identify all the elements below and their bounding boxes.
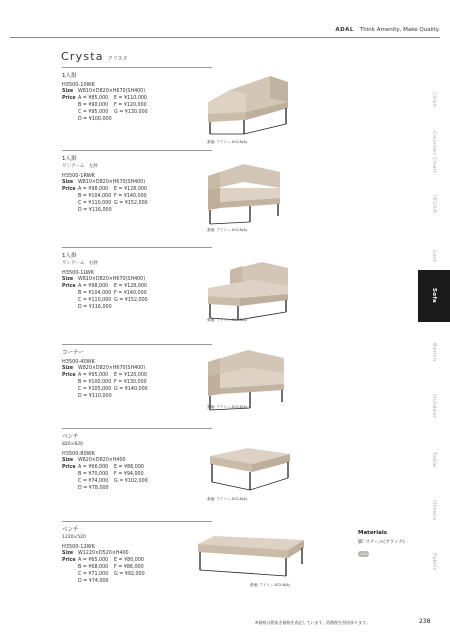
product-block bbox=[62, 344, 222, 401]
product-code: H3500-10WK bbox=[62, 82, 95, 88]
size-label: Size bbox=[62, 458, 74, 463]
series-name: Crysta bbox=[61, 50, 104, 63]
price-cell: B = ¥90,000 bbox=[78, 102, 109, 108]
product-block bbox=[62, 247, 222, 312]
sidebar-item-label: Bench bbox=[431, 342, 437, 362]
bench-square-photo bbox=[200, 438, 310, 498]
sidebar-item-label: Lost bbox=[431, 249, 437, 263]
price-cell: D = ¥116,000 bbox=[78, 304, 112, 310]
price-cell: D = ¥78,000 bbox=[78, 485, 109, 491]
sidebar-item-chair[interactable] bbox=[418, 70, 450, 130]
size-label: Size bbox=[62, 89, 74, 94]
price-label: Price bbox=[62, 95, 76, 101]
size-value: W1220×D520×H400 bbox=[78, 551, 129, 556]
section-divider bbox=[62, 521, 212, 522]
fabric-caption: 張地: アイコン-ICO-6(A) bbox=[207, 228, 248, 232]
sofa-one-arm-right-photo bbox=[200, 256, 310, 326]
brand-tagline: Think Amenity, Make Quality. bbox=[359, 27, 440, 33]
price-cell: G = ¥92,000 bbox=[114, 571, 145, 577]
price-cell: A = ¥85,000 bbox=[78, 95, 109, 101]
price-label: Price bbox=[62, 186, 76, 192]
product-block bbox=[62, 67, 222, 124]
sidebar-item-label: Table bbox=[431, 452, 437, 468]
size-row bbox=[62, 366, 222, 373]
price-cell: G = ¥102,000 bbox=[114, 478, 148, 484]
section-divider bbox=[62, 247, 212, 248]
sofa-single-photo bbox=[200, 68, 310, 138]
sidebar-item-isusa[interactable] bbox=[418, 174, 450, 234]
product-subtype: 1220×520 bbox=[62, 535, 86, 540]
price-table bbox=[62, 465, 222, 493]
material-swatch bbox=[358, 551, 369, 557]
bench-long-photo bbox=[192, 530, 312, 585]
size-value: W810×D820×H670(SH400) bbox=[78, 89, 146, 94]
size-row bbox=[62, 89, 222, 96]
fabric-caption: 張地: アイコン-ICO-6(A) bbox=[207, 318, 248, 322]
size-value: W820×D820×H400 bbox=[78, 458, 126, 463]
size-row bbox=[62, 277, 222, 284]
price-cell: C = ¥95,000 bbox=[78, 109, 109, 115]
section-divider bbox=[62, 344, 212, 345]
sidebar-item-label: Counter Chair bbox=[431, 130, 437, 174]
price-cell: A = ¥98,000 bbox=[78, 186, 109, 192]
price-cell: E = ¥80,000 bbox=[114, 557, 144, 563]
price-table bbox=[62, 284, 222, 312]
sidebar-item-fabric[interactable] bbox=[418, 532, 450, 592]
price-cell: B = ¥70,000 bbox=[78, 471, 109, 477]
price-cell: G = ¥152,000 bbox=[114, 200, 148, 206]
price-label: Price bbox=[62, 372, 76, 378]
price-label: Price bbox=[62, 557, 76, 563]
sidebar-item-label: Others bbox=[431, 499, 437, 521]
size-row bbox=[62, 180, 222, 187]
sidebar-item-counter-chair[interactable] bbox=[418, 122, 450, 182]
price-cell: F = ¥140,000 bbox=[114, 193, 147, 199]
product-category: コーナー bbox=[62, 350, 85, 356]
price-cell: A = ¥66,000 bbox=[78, 464, 109, 470]
size-label: Size bbox=[62, 277, 74, 282]
materials-desc: 脚: スチール(ブラック) bbox=[358, 540, 405, 545]
product-category: ベンチ bbox=[62, 527, 79, 533]
sofa-one-arm-left-photo bbox=[200, 158, 310, 228]
page-header bbox=[335, 27, 440, 33]
size-value: W820×D820×H670(SH400) bbox=[78, 366, 146, 371]
sidebar-item-outdoor[interactable] bbox=[418, 376, 450, 436]
price-cell: F = ¥86,000 bbox=[114, 564, 144, 570]
product-category: 1人掛 bbox=[62, 73, 77, 79]
price-cell: A = ¥65,000 bbox=[78, 557, 109, 563]
section-divider bbox=[62, 150, 212, 151]
price-cell: F = ¥140,000 bbox=[114, 290, 147, 296]
sidebar-item-label: Outdoor bbox=[431, 393, 437, 419]
price-cell: C = ¥71,000 bbox=[78, 571, 109, 577]
price-cell: F = ¥130,000 bbox=[114, 379, 147, 385]
size-value: W810×D820×H670(SH400) bbox=[78, 180, 146, 185]
price-cell: E = ¥120,000 bbox=[114, 372, 147, 378]
product-code: H3500-1LWK bbox=[62, 270, 95, 276]
price-cell: D = ¥100,000 bbox=[78, 116, 112, 122]
price-cell: B = ¥68,000 bbox=[78, 564, 109, 570]
product-code: H3500-12WK bbox=[62, 544, 95, 550]
sidebar-item-label: ISUSA bbox=[431, 195, 437, 213]
product-category: 1人掛 bbox=[62, 156, 77, 162]
product-block bbox=[62, 428, 222, 493]
price-table bbox=[62, 187, 222, 215]
sidebar-item-bench[interactable] bbox=[418, 322, 450, 382]
price-cell: B = ¥104,000 bbox=[78, 290, 112, 296]
price-cell: E = ¥86,000 bbox=[114, 464, 144, 470]
product-category: ベンチ bbox=[62, 434, 79, 440]
fabric-caption: 張地: アイコン-ICO-6(A) bbox=[207, 497, 248, 501]
materials-block bbox=[358, 530, 405, 557]
materials-title: Materials bbox=[358, 530, 388, 536]
price-cell: E = ¥128,000 bbox=[114, 283, 147, 289]
header-divider bbox=[10, 37, 440, 38]
price-cell: G = ¥152,000 bbox=[114, 297, 148, 303]
sidebar-item-sofa[interactable] bbox=[418, 270, 450, 322]
price-cell: C = ¥105,000 bbox=[78, 386, 112, 392]
tax-note: ※価格は税抜き価格を表記しています。消費税を別途承ります。 bbox=[255, 620, 370, 625]
fabric-caption: 張地: アイコン-ICO-6(A) bbox=[250, 583, 291, 587]
price-cell: G = ¥140,000 bbox=[114, 386, 148, 392]
section-divider bbox=[62, 67, 212, 68]
price-cell: C = ¥110,000 bbox=[78, 297, 112, 303]
price-cell: C = ¥74,000 bbox=[78, 478, 109, 484]
fabric-caption: 張地: アイコン-ICO-6(A) bbox=[207, 405, 248, 409]
product-subtype: ワンアーム 左肘 bbox=[62, 164, 98, 169]
price-table bbox=[62, 96, 222, 124]
price-cell: F = ¥94,000 bbox=[114, 471, 144, 477]
price-label: Price bbox=[62, 283, 76, 289]
price-cell: E = ¥110,000 bbox=[114, 95, 147, 101]
sidebar-item-label: Sofa bbox=[431, 288, 437, 304]
size-label: Size bbox=[62, 551, 74, 556]
sidebar-item-label: Fabric bbox=[431, 552, 437, 572]
price-cell: G = ¥130,000 bbox=[114, 109, 148, 115]
product-code: H3500-40WK bbox=[62, 359, 95, 365]
product-block bbox=[62, 150, 222, 215]
price-cell: D = ¥116,000 bbox=[78, 207, 112, 213]
series-name-kana: クリスタ bbox=[107, 56, 128, 62]
price-cell: A = ¥98,000 bbox=[78, 283, 109, 289]
product-code: H3500-80WK bbox=[62, 451, 95, 457]
sidebar-item-others[interactable] bbox=[418, 480, 450, 540]
price-cell: B = ¥104,000 bbox=[78, 193, 112, 199]
price-cell: D = ¥110,000 bbox=[78, 393, 112, 399]
size-label: Size bbox=[62, 366, 74, 371]
product-subtype: 820×820 bbox=[62, 442, 83, 447]
price-cell: D = ¥74,000 bbox=[78, 578, 109, 584]
product-subtype: ワンアーム 右肘 bbox=[62, 261, 98, 266]
size-row bbox=[62, 458, 222, 465]
sidebar-item-label: Chair bbox=[431, 92, 437, 108]
price-cell: E = ¥128,000 bbox=[114, 186, 147, 192]
page-title bbox=[61, 45, 128, 64]
price-cell: F = ¥120,000 bbox=[114, 102, 147, 108]
brand-name: ADAL bbox=[335, 27, 354, 33]
price-cell: C = ¥110,000 bbox=[78, 200, 112, 206]
category-sidebar bbox=[418, 70, 450, 590]
price-table bbox=[62, 373, 222, 401]
price-cell: A = ¥95,000 bbox=[78, 372, 109, 378]
product-category: 1人掛 bbox=[62, 253, 77, 259]
fabric-caption: 張地: アイコン-ICO-6(A) bbox=[207, 140, 248, 144]
price-cell: B = ¥100,000 bbox=[78, 379, 112, 385]
page-number: 238 bbox=[419, 618, 431, 625]
price-label: Price bbox=[62, 464, 76, 470]
section-divider bbox=[62, 428, 212, 429]
size-value: W810×D820×H670(SH400) bbox=[78, 277, 146, 282]
size-label: Size bbox=[62, 180, 74, 185]
product-code: H3500-1RWK bbox=[62, 173, 95, 179]
